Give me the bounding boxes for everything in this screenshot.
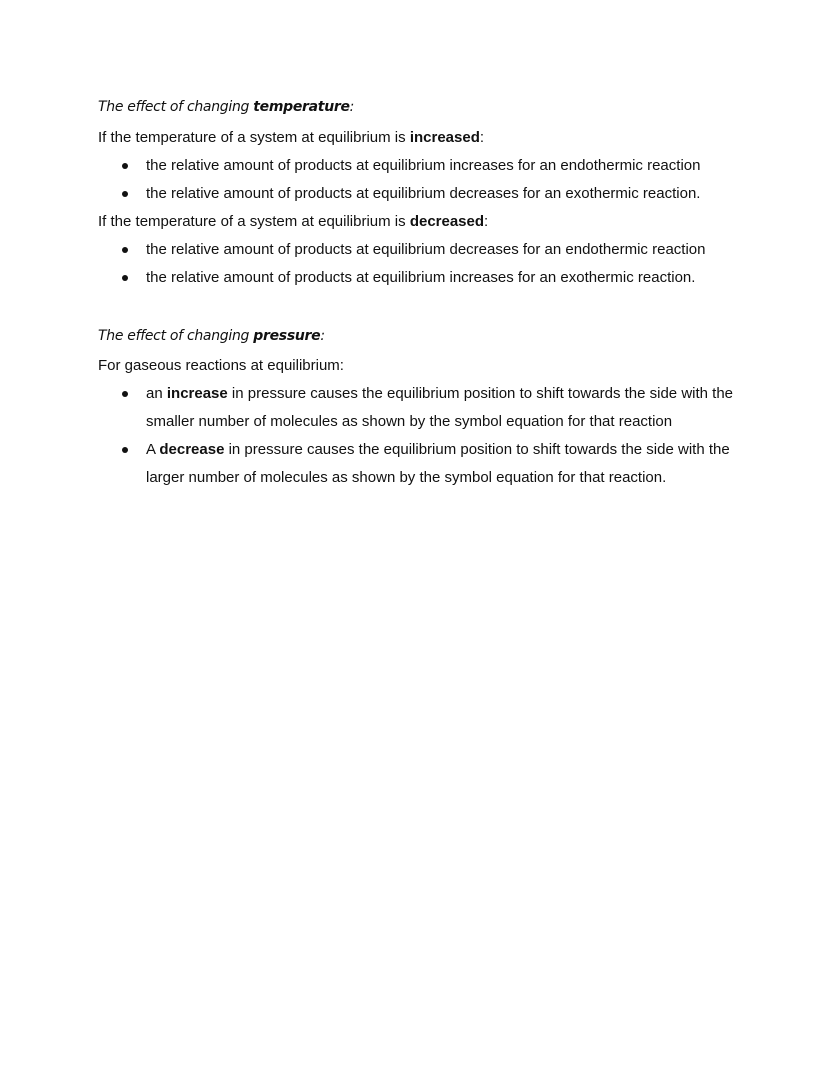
- pressure-heading: The effect of changing pressure:: [98, 328, 325, 344]
- list-item-continuation: smaller number of molecules as shown by the symbol equation for that reaction: [146, 413, 673, 430]
- decreased-intro: If the temperature of a system at equilibrium is decreased:: [98, 213, 489, 230]
- list-item: the relative amount of products at equilibrium increases for an exothermic reaction.: [146, 269, 696, 286]
- pressure-intro: For gaseous reactions at equilibrium:: [98, 357, 344, 374]
- bullet-icon: [122, 191, 128, 197]
- list-item: the relative amount of products at equilibrium increases for an endothermic reaction: [146, 157, 701, 174]
- list-item: the relative amount of products at equilibrium decreases for an exothermic reaction.: [146, 185, 701, 202]
- list-item: the relative amount of products at equilibrium decreases for an endothermic reaction: [146, 241, 706, 258]
- bullet-icon: [122, 275, 128, 281]
- bullet-icon: [122, 447, 128, 453]
- bullet-icon: [122, 391, 128, 397]
- temperature-heading: The effect of changing temperature:: [98, 99, 355, 115]
- increased-intro: If the temperature of a system at equilibrium is increased:: [98, 129, 485, 146]
- list-item: A decrease in pressure causes the equilibrium position to shift towards the side with the: [146, 441, 730, 458]
- list-item-continuation: larger number of molecules as shown by the symbol equation for that reaction.: [146, 469, 667, 486]
- bullet-icon: [122, 247, 128, 253]
- list-item: an increase in pressure causes the equilibrium position to shift towards the side with the: [146, 385, 734, 402]
- bullet-icon: [122, 163, 128, 169]
